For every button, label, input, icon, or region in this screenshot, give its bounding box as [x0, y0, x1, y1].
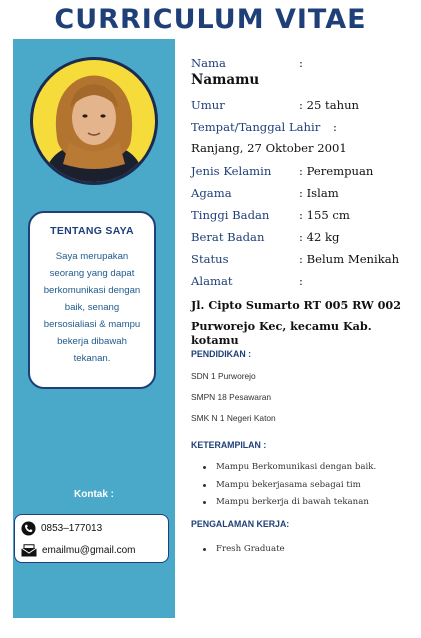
weight-colon: :	[299, 230, 303, 244]
profile-photo	[30, 57, 158, 185]
birth-label: Tempat/Tanggal Lahir	[191, 120, 321, 134]
religion-colon: :	[299, 186, 303, 200]
about-text: Saya merupakan seorang yang dapat berkomunikasi dengan baik, senang bersosialiasi & mampu bekerja dibawah tekanan.	[43, 251, 141, 364]
status-value-row	[299, 252, 399, 266]
name-label: Nama	[191, 56, 226, 70]
skill-item: Mampu bekerjasama sebagai tim	[203, 480, 376, 498]
phone-number[interactable]: 0853–177013	[41, 522, 103, 534]
height-colon: :	[299, 208, 303, 222]
profile-portrait-illustration	[33, 60, 155, 182]
gender-label: Jenis Kelamin	[191, 164, 272, 178]
education-item: SMK N 1 Negeri Katon	[191, 413, 276, 423]
about-title: TENTANG SAYA	[50, 225, 134, 237]
birth-value: Ranjang, 27 Oktober 2001	[191, 141, 347, 155]
address-colon: :	[299, 274, 303, 288]
page-title: CURRICULUM VITAE	[54, 4, 367, 35]
religion-label: Agama	[191, 186, 232, 200]
education-item: SDN 1 Purworejo	[191, 371, 256, 381]
skill-item: Mampu berkerja di bawah tekanan	[203, 497, 376, 515]
phone-icon	[21, 521, 36, 536]
name-value: Namamu	[191, 72, 260, 88]
status-value: Belum Menikah	[306, 252, 400, 266]
about-card	[28, 211, 156, 389]
gender-value-row	[299, 164, 373, 178]
age-value: 25 tahun	[306, 98, 360, 112]
address-line-2: Purworejo Kec, kecamu Kab. kotamu	[191, 319, 372, 347]
experience-item: Fresh Graduate	[203, 544, 285, 562]
status-colon: :	[299, 252, 303, 266]
name-colon: :	[299, 56, 303, 70]
skill-item: Mampu Berkomunikasi dengan baik.	[203, 462, 376, 480]
experience-heading: PENGALAMAN KERJA:	[191, 519, 290, 529]
age-colon: :	[299, 98, 303, 112]
height-value: 155 cm	[306, 208, 350, 222]
skills-heading: KETERAMPILAN :	[191, 440, 267, 450]
religion-value: Islam	[306, 186, 339, 200]
gender-colon: :	[299, 164, 303, 178]
contact-label: Kontak :	[74, 489, 114, 500]
gender-value: Perempuan	[306, 164, 374, 178]
email-address[interactable]: emailmu@gmail.com	[42, 544, 136, 556]
age-value-row	[299, 98, 359, 112]
contact-phone-row	[21, 520, 102, 536]
contact-card	[14, 514, 169, 563]
status-label: Status	[191, 252, 229, 266]
education-heading: PENDIDIKAN :	[191, 349, 252, 359]
birth-colon: :	[333, 120, 337, 134]
religion-value-row	[299, 186, 339, 200]
email-icon	[21, 544, 37, 557]
weight-value-row	[299, 230, 339, 244]
age-label: Umur	[191, 98, 225, 112]
weight-value: 42 kg	[306, 230, 340, 244]
contact-email-row	[21, 542, 136, 558]
skills-list	[203, 462, 376, 515]
experience-list	[203, 544, 285, 562]
height-value-row	[299, 208, 350, 222]
address-label: Alamat	[191, 274, 233, 288]
address-line-1: Jl. Cipto Sumarto RT 005 RW 002	[191, 298, 401, 312]
height-label: Tinggi Badan	[191, 208, 270, 222]
weight-label: Berat Badan	[191, 230, 265, 244]
education-item: SMPN 18 Pesawaran	[191, 392, 272, 402]
